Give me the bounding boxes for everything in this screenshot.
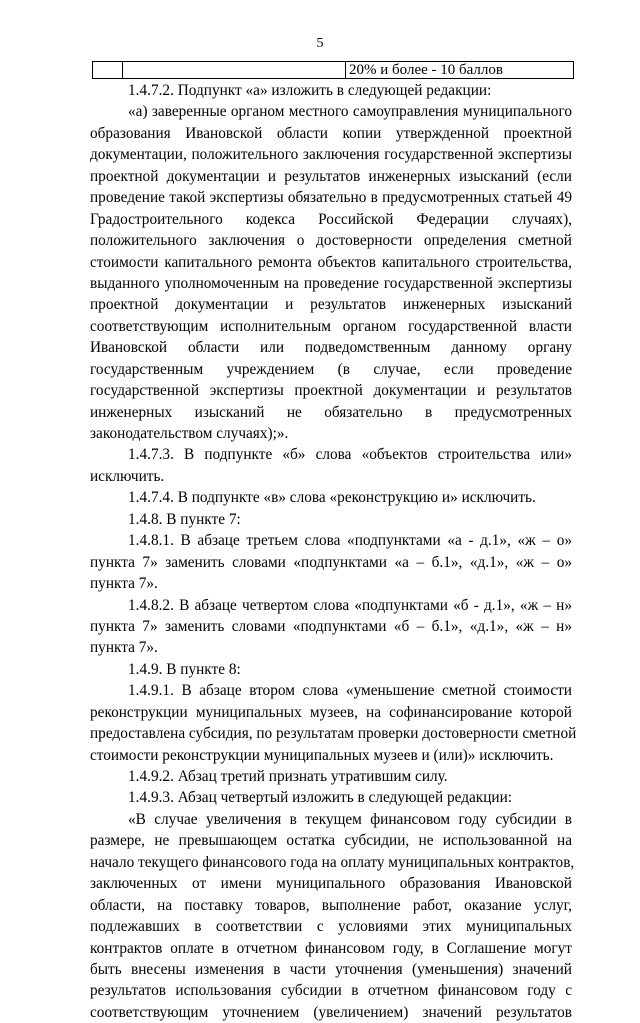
text-line: предоставлена субсидия, по результатам проверки достоверности сметной [90,725,577,743]
text-line: Градостроительного кодекса Российской Федерации случаях), [90,210,572,228]
text-line: 1.4.9.3. Абзац четвертый изложить в следующей редакции: [128,789,513,807]
text-line: пункта 7». [90,639,158,657]
page-number: 5 [316,36,324,51]
text-line: области, на поставку товаров, выполнение работ, оказание услуг, [90,896,572,914]
table-cell: 20% и более - 10 баллов [346,62,574,79]
text-line: 1.4.8. В пункте 7: [128,510,241,528]
text-line: пункта 7» заменить словами «подпунктами «а – б.1», «д.1», «ж – о» [90,553,572,571]
text-line: заключенных от имени муниципального образования Ивановской [90,875,572,893]
text-line: 1.4.9.2. Абзац третий признать утратившим силу. [128,768,448,785]
text-line: проведение такой экспертизы обязательно в предусмотренных статьей 49 [90,189,572,207]
text-line: начало текущего финансового года на оплату муниципальных контрактов, [90,853,575,871]
text-line: образования Ивановской области копии утвержденной проектной [90,124,572,142]
text-line: 1.4.7.4. В подпункте «в» слова «реконструкцию и» исключить. [128,489,536,507]
text-line: 1.4.7.2. Подпункт «а» изложить в следующей редакции: [128,82,492,99]
text-line: 1.4.7.3. В подпункте «б» слова «объектов строительства или» [128,446,572,464]
text-line: контрактов оплате в отчетном финансовом году, в Соглашение могут [90,939,572,957]
text-line: пункта 7» заменить словами «подпунктами «б – б.1», «д.1», «ж – н» [90,617,572,635]
text-line: стоимости реконструкции муниципальных музеев и (или)» исключить. [90,746,554,764]
text-line: стоимости капитального ремонта объектов капитального строительства, [90,253,572,271]
text-line: «В случае увеличения в текущем финансовом году субсидии в [128,810,572,828]
text-line: 1.4.9. В пункте 8: [128,660,241,678]
text-line: реконструкции муниципальных музеев, на софинансирование которой [90,703,572,721]
text-line: законодательством случаях);». [90,425,289,442]
text-line: соответствующим уточнением (увеличением) значений результатов [90,1003,572,1021]
table-cell [123,62,346,79]
text-line: проектной документации и результатов инженерных изысканий (если [90,167,572,185]
text-line: 1.4.8.1. В абзаце третьем слова «подпунктами «а - д.1», «ж – о» [128,532,572,550]
text-line: результатов использования субсидии в отчетном финансовом году с [90,982,572,1000]
text-line: инженерных изысканий не обязательно в предусмотренных [90,403,572,421]
text-line: соответствующим исполнительным органом государственной власти [90,317,572,335]
text-line: 1.4.8.2. В абзаце четвертом слова «подпунктами «б - д.1», «ж – н» [128,596,572,614]
table-cell [93,62,123,79]
text-line: государственным учреждением (в случае, если проведение [90,360,572,378]
text-line: выданного уполномоченным на проведение государственной экспертизы [90,274,572,292]
text-line: Ивановской области или подведомственным данному органу [90,339,572,357]
text-line: положительного заключения о достоверности определения сметной [90,232,572,250]
text-line: быть внесены изменения в части уточнения (уменьшения) значений [90,960,572,978]
text-line: государственной экспертизы проектной документации и результатов [90,382,572,400]
text-line: документации, положительного заключения государственной экспертизы [90,146,572,164]
text-line: размере, не превышающем остатка субсидии, не использованной на [90,832,572,850]
text-line: «а) заверенные органом местного самоуправления муниципального [128,103,572,121]
text-line: исключить. [90,467,165,485]
table-row [93,62,574,79]
criteria-table-row [92,61,574,79]
text-line: пункта 7». [90,575,158,593]
document-body [90,80,577,1023]
text-line: 1.4.9.1. В абзаце втором слова «уменьшение сметной стоимости [128,682,572,700]
text-line: подлежавших в соответствии с условиями этих муниципальных [90,918,572,936]
text-line: проектной документации и результатов инженерных изысканий [90,296,572,314]
